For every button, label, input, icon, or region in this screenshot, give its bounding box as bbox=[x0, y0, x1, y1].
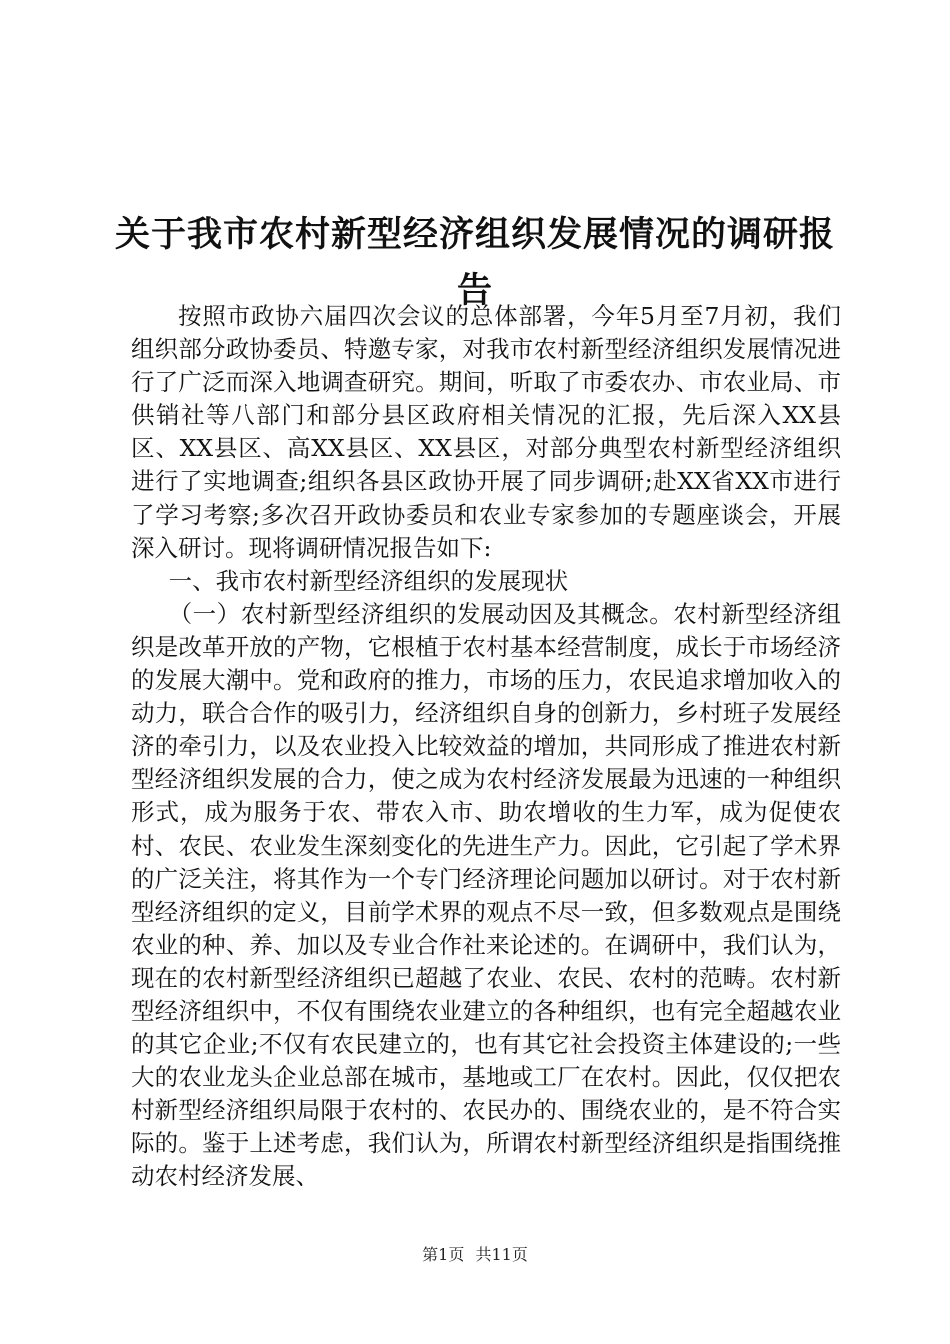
subsection-paragraph: （一）农村新型经济组织的发展动因及其概念。农村新型经济组织是改革开放的产物，它根植于农村基本经营制度，成长于市场经济的发展大潮中。党和政府的推力，市场的压力，农民追求增加收入的动力，联合合作的吸引力，经济组织自身的创新力，乡村班子发展经济的牵引力，以及农业投入比较效益的增加，共同形成了推进农村新型经济组织发展的合力，使之成为农村经济发展最为迅速的一种组织形式，成为服务于农、带农入市、助农增收的生力军，成为促使农村、农民、农业发生深刻变化的先进生产力。因此，它引起了学术界的广泛关注，将其作为一个专门经济理论问题加以研讨。对于农村新型经济组织的定义，目前学术界的观点不尽一致，但多数观点是围绕农业的种、养、加以及专业合作社来论述的。在调研中，我们认为，现在的农村新型经济组织已超越了农业、农民、农村的范畴。农村新型经济组织中，不仅有围绕农业建立的各种组织，也有完全超越农业的其它企业;不仅有农民建立的，也有其它社会投资主体建设的;一些大的农业龙头企业总部在城市，基地或工厂在农村。因此，仅仅把农村新型经济组织局限于农村的、农民办的、围绕农业的，是不符合实际的。鉴于上述考虑，我们认为，所谓农村新型经济组织是指围绕推动农村经济发展、 bbox=[131, 599, 841, 1191]
page-number: 第1页 bbox=[422, 1245, 465, 1264]
section-heading: 一、我市农村新型经济组织的发展现状 bbox=[168, 566, 569, 595]
page-footer bbox=[0, 1244, 950, 1266]
page-total: 共11页 bbox=[475, 1245, 528, 1264]
intro-paragraph: 按照市政协六届四次会议的总体部署，今年5月至7月初，我们组织部分政协委员、特邀专家，对我市农村新型经济组织发展情况进行了广泛而深入地调查研究。期间，听取了市委农办、市农业局、市供销社等八部门和部分县区政府相关情况的汇报，先后深入XX县区、XX县区、高XX县区、XX县区，对部分典型农村新型经济组织进行了实地调查;组织各县区政协开展了同步调研;赴XX省XX市进行了学习考察;多次召开政协委员和农业专家参加的专题座谈会，开展深入研讨。现将调研情况报告如下: bbox=[131, 302, 841, 562]
document-title: 关于我市农村新型经济组织发展情况的调研报告 bbox=[115, 214, 836, 312]
document-body bbox=[131, 300, 841, 1194]
